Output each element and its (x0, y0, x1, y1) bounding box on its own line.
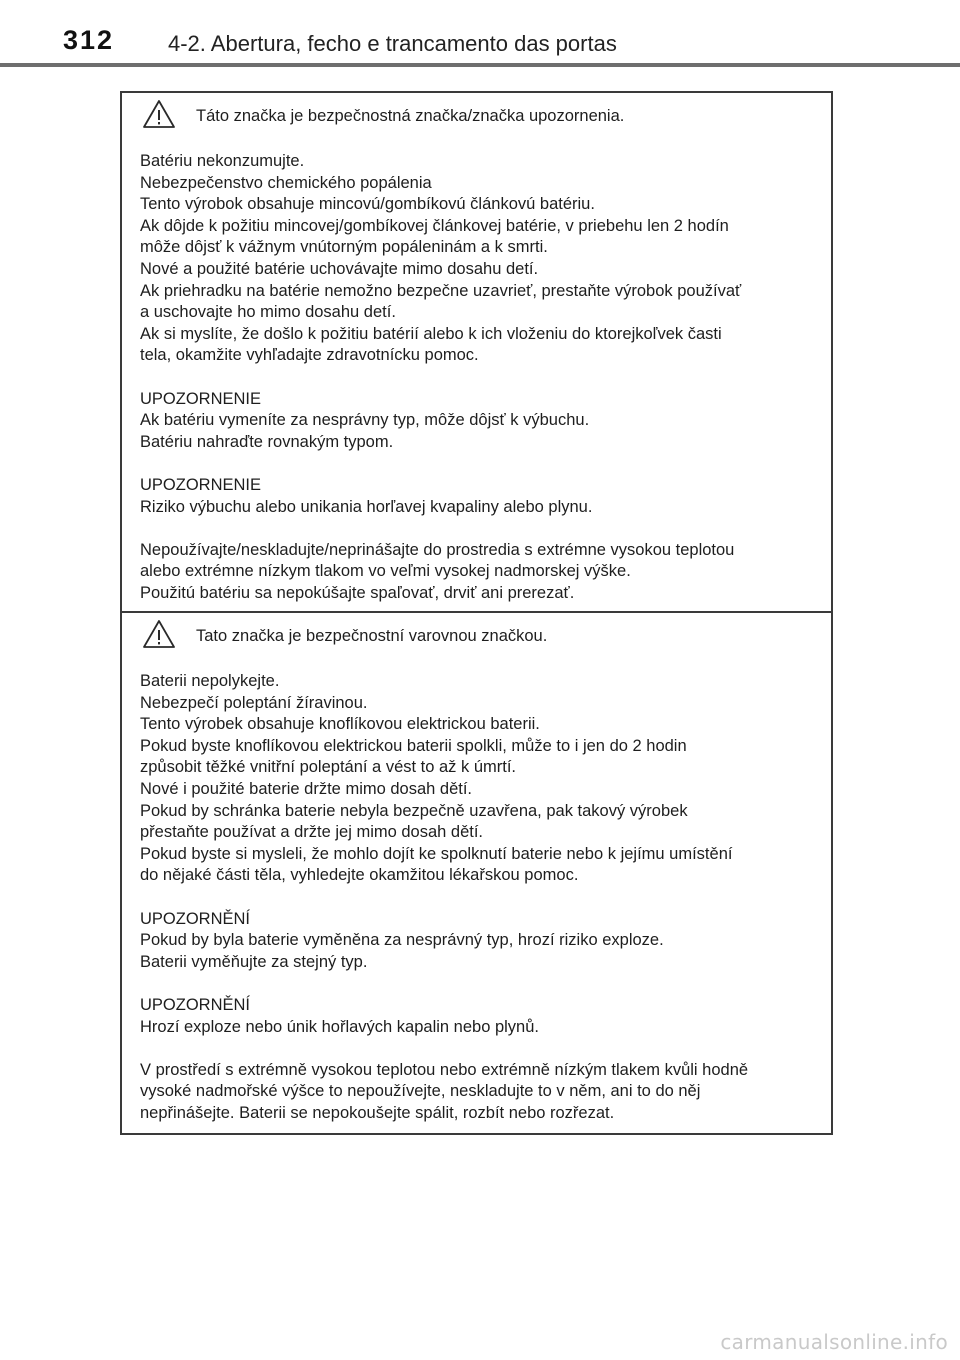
text-line: môže dôjsť k vážnym vnútorným popáleninám a k smrti. (140, 238, 548, 257)
text-line: UPOZORNĚNÍ (140, 995, 251, 1014)
text-line: Pokud by byla baterie vyměněna za nesprávný typ, hrozí riziko exploze. (140, 931, 664, 950)
panel-heading-row (140, 99, 819, 133)
section-title: 4-2. Abertura, fecho e trancamento das portas (168, 31, 617, 56)
warning-triangle-icon (142, 99, 176, 129)
paragraph-gap (140, 1038, 819, 1060)
panel-heading: Táto značka je bezpečnostná značka/značka upozornenia. (196, 107, 625, 125)
text-line: tela, okamžite vyhľadajte zdravotnícku pomoc. (140, 346, 479, 365)
text-line: vysoké nadmořské výšce to nepoužívejte, neskladujte to v něm, ani to do něj (140, 1082, 701, 1101)
text-line: Nepoužívajte/neskladujte/neprinášajte do prostredia s extrémne vysokou teplotou (140, 540, 735, 559)
text-line: Tento výrobok obsahuje mincovú/gombíkovú článkovú batériu. (140, 195, 595, 214)
battery-warning-box (120, 91, 833, 1135)
text-line: Použitú batériu sa nepokúšajte spaľovať, drviť ani prerezať. (140, 583, 575, 602)
text-line: Hrozí exploze nebo únik hořlavých kapalin nebo plynů. (140, 1017, 539, 1036)
text-line: UPOZORNENIE (140, 389, 262, 408)
warning-panel-czech (122, 613, 831, 1133)
panel-body (140, 671, 819, 1124)
text-line: Riziko výbuchu alebo unikania horľavej kvapaliny alebo plynu. (140, 497, 593, 516)
panel-heading-row (140, 619, 819, 653)
page-header (0, 0, 960, 68)
header-divider (0, 63, 960, 67)
text-line: do nějaké části těla, vyhledejte okamžitou lékařskou pomoc. (140, 866, 579, 885)
text-line: UPOZORNENIE (140, 475, 262, 494)
text-line: Batériu nekonzumujte. (140, 152, 305, 170)
text-line: Ak priehradku na batérie nemožno bezpečne uzavrieť, prestaňte výrobok používať (140, 281, 742, 300)
text-line: V prostředí s extrémně vysokou teplotou nebo extrémně nízkým tlakem kvůli hodně (140, 1060, 749, 1079)
warning-panel-slovak (122, 93, 831, 613)
text-line: Baterii vyměňujte za stejný typ. (140, 952, 368, 971)
text-line: Pokud by schránka baterie nebyla bezpečně uzavřena, pak takový výrobek (140, 801, 688, 820)
text-line: nepřinášejte. Baterii se nepokoušejte spálit, rozbít nebo rozřezat. (140, 1103, 615, 1122)
text-line: a uschovajte ho mimo dosahu detí. (140, 303, 396, 322)
text-line: Nebezpečí poleptání žíravinou. (140, 693, 368, 712)
panel-heading: Tato značka je bezpečnostní varovnou značkou. (196, 627, 548, 645)
text-line: Ak si myslíte, že došlo k požitiu batérií alebo k ich vloženiu do ktorejkoľvek časti (140, 324, 722, 343)
text-line: Nové i použité baterie držte mimo dosah dětí. (140, 779, 473, 798)
page-number: 312 (63, 25, 115, 55)
site-watermark: carmanualsonline.info (720, 1330, 948, 1354)
text-line: UPOZORNĚNÍ (140, 909, 251, 928)
paragraph-gap (140, 367, 819, 389)
text-line: Ak dôjde k požitiu mincovej/gombíkovej článkovej batérie, v priebehu len 2 hodín (140, 216, 729, 235)
warning-triangle-icon (142, 619, 176, 649)
text-line: Tento výrobek obsahuje knoflíkovou elektrickou baterii. (140, 715, 540, 734)
panel-body (140, 151, 819, 604)
text-line: Batériu nahraďte rovnakým typom. (140, 432, 394, 451)
text-line: alebo extrémne nízkym tlakom vo veľmi vysokej nadmorskej výške. (140, 562, 631, 581)
text-line: Nebezpečenstvo chemického popálenia (140, 173, 432, 192)
text-line: Ak batériu vymeníte za nesprávny typ, môže dôjsť k výbuchu. (140, 411, 590, 430)
text-line: Pokud byste knoflíkovou elektrickou baterii spolkli, může to i jen do 2 hodin (140, 736, 687, 755)
text-line: Pokud byste si mysleli, že mohlo dojít ke spolknutí baterie nebo k jejímu umístění (140, 844, 733, 863)
text-line: Nové a použité batérie uchovávajte mimo dosahu detí. (140, 259, 539, 278)
paragraph-gap (140, 518, 819, 540)
paragraph-gap (140, 453, 819, 475)
paragraph-gap (140, 887, 819, 909)
text-line: přestaňte používat a držte jej mimo dosah dětí. (140, 823, 484, 842)
text-line: způsobit těžké vnitřní poleptání a vést to až k úmrtí. (140, 758, 517, 777)
paragraph-gap (140, 973, 819, 995)
text-line: Baterii nepolykejte. (140, 672, 280, 690)
